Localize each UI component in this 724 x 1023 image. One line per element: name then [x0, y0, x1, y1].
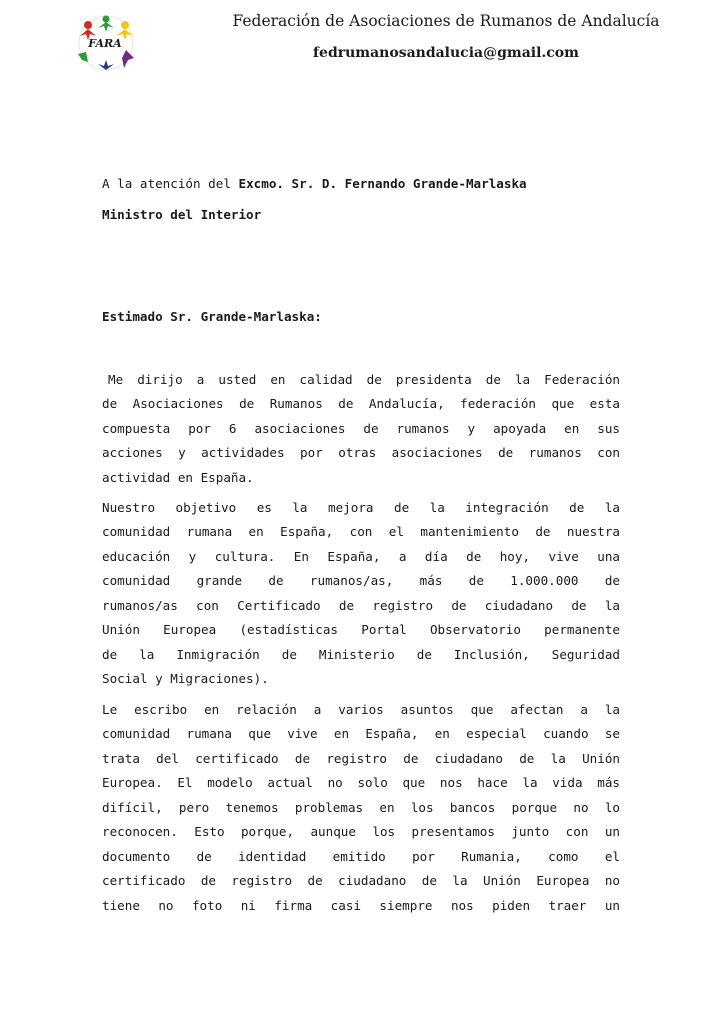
- recipient-title: Ministro del Interior: [102, 207, 262, 222]
- paragraph-line: Le escribo en relación a varios asuntos que afectan a la: [102, 702, 620, 717]
- paragraph-line: Nuestro objetivo es la mejora de la integración de la: [102, 500, 620, 515]
- paragraph-line: Europea. El modelo actual no solo que nos hace la vida más: [102, 775, 620, 791]
- fara-logo: [74, 14, 138, 72]
- paragraph-line: Social y Migraciones).: [102, 671, 269, 687]
- attention-line: [102, 176, 527, 191]
- paragraph-line: tiene no foto ni firma casi siempre nos piden traer un: [102, 897, 620, 913]
- paragraph-line: compuesta por 6 asociaciones de rumanos y apoyada en sus: [102, 420, 620, 436]
- paragraph-line: trata del certificado de registro de ciudadano de la Unión: [102, 750, 620, 766]
- figure-purple-icon: [122, 50, 134, 68]
- organization-email[interactable]: fedrumanosandalucia@gmail.com: [313, 45, 579, 61]
- paragraph-1: [102, 368, 620, 490]
- paragraph-line: certificado de registro de ciudadano de la Unión Europea no: [102, 873, 620, 889]
- paragraph-line: documento de identidad emitido por Rumania, como el: [102, 848, 620, 864]
- paragraph-line: comunidad grande de rumanos/as, más de 1.000.000 de: [102, 573, 620, 589]
- logo-text: FARA: [88, 37, 122, 50]
- paragraph-line: de la Inmigración de Ministerio de Inclusión, Seguridad: [102, 646, 620, 662]
- paragraph-line: educación y cultura. En España, a día de hoy, vive una: [102, 548, 620, 564]
- paragraph-2: [102, 496, 620, 692]
- paragraph-line: Me dirijo a usted en calidad de presidenta de la Federación: [108, 372, 620, 387]
- paragraph-line: difícil, pero tenemos problemas en los bancos porque no lo: [102, 799, 620, 815]
- figure-green-icon: [98, 16, 114, 33]
- paragraph-line: Unión Europea (estadísticas Portal Observatorio permanente: [102, 622, 620, 638]
- organization-name: Federación de Asociaciones de Rumanos de Andalucía: [232, 12, 660, 30]
- paragraph-line: comunidad rumana en España, con el mantenimiento de nuestra: [102, 524, 620, 540]
- paragraph-3: [102, 698, 620, 918]
- attention-prefix: A la atención del: [102, 176, 239, 191]
- recipient-name: Excmo. Sr. D. Fernando Grande-Marlaska: [238, 176, 527, 191]
- figure-blue-icon: [98, 60, 114, 70]
- paragraph-line: reconocen. Esto porque, aunque los presentamos junto con un: [102, 824, 620, 840]
- paragraph-line: de Asociaciones de Rumanos de Andalucía, federación que esta: [102, 396, 620, 412]
- paragraph-line: acciones y actividades por otras asociaciones de rumanos con: [102, 445, 620, 461]
- figure-green2-icon: [78, 52, 88, 62]
- salutation: Estimado Sr. Grande-Marlaska:: [102, 309, 322, 324]
- paragraph-line: comunidad rumana que vive en España, en especial cuando se: [102, 726, 620, 742]
- paragraph-line: rumanos/as con Certificado de registro de ciudadano de la: [102, 597, 620, 613]
- paragraph-line: actividad en España.: [102, 469, 254, 485]
